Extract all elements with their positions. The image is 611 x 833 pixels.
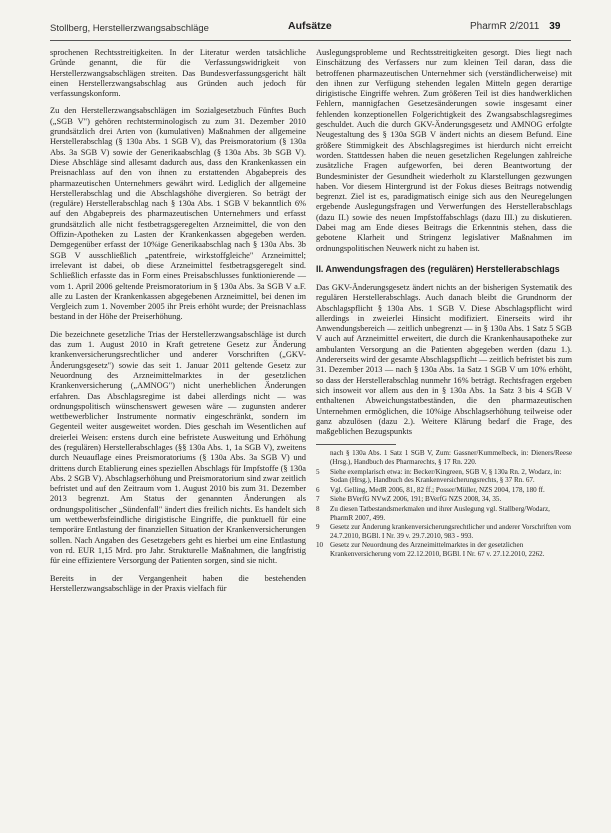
section-heading (316, 264, 572, 275)
journal-name: PharmR 2/2011 (470, 21, 540, 32)
section-title: Anwendungsfragen des (regulären) Herstellerabschlags (325, 263, 560, 274)
paragraph: Das GKV-Änderungsgesetz ändert nichts an der bisherigen Systematik des regulären Herstellerabschlags. Auch danach bleibt die Grundnorm der Abschlagspflicht § 130a Abs. 1 SGB V. Diese Abschlagspflicht wird allerdings in zweierlei Hinsicht modifiziert. Einerseits wird ihr Anwendungsbereich — zeitlich unbegrenzt — in § 130a Abs. 1 Satz 5 SGB V auch auf Arzneimittel erweitert, die durch die Krankenhausapotheke zur ambulanten Versorgung an die Patienten abgegeben werden (dazu 1.). Andererseits wird der gesamte Abschlagspflicht — zeitlich befristet bis zum 31. Dezember 2013 — nach § 130a Abs. 1a Satz 1 SGB V um 10% erhöht, so dass der Herstellerabschlag nunmehr 16% beträgt. Rechtsfragen ergeben sich insoweit vor allem aus den in § 130a Abs. 1a Satz 3 bis 4 SGB V enthaltenen Abweichungstatbeständen, die den pharmazeutischen Unternehmen ermöglichen, die 10%ige Abschlagserhöhung teilweise oder ganz abzulösen (dazu 2.). Weitere Klärung bedarf die Frage, des maßgeblichen Bezugspunkts (316, 282, 572, 437)
left-column (50, 48, 306, 601)
footnote: 8 Zu diesen Tatbestandsmerkmalen und ihrer Auslegung vgl. Stallberg/Wodarz, PharmR 2007, 499. (316, 504, 550, 522)
paragraph: Bereits in der Vergangenheit haben die bestehenden Herstellerzwangsabschläge in der Praxis vielfach für (50, 573, 306, 593)
page-header (0, 0, 611, 44)
running-head-right (470, 21, 560, 32)
footnote: 10 Gesetz zur Neuordnung des Arzneimittelmarktes in der gesetzlichen Krankenversicherung vom 22.12.2010, BGBl. I Nr. 67 v. 27.12.2010, 2262. (316, 541, 545, 558)
paragraph: Auslegungsprobleme und Rechtsstreitigkeiten gesorgt. Dies liegt nach Einschätzung des Verfassers nur zum kleinen Teil daran, dass die betroffenen pharmazeutischen Unternehmer sich (verständlicherweise) mit den ihnen zur Verfügung stehenden legalen Mitteln gegen derartige dirigistische Eingriffe wehren. Zum größeren Teil ist dies handwerklichen Fehlern, mannigfachen Gesetzesänderungen sowie insgesamt einer fehlenden konzeptionellen Folgerichtigkeit des Zwangsabschlagsregimes geschuldet. Auch die durch GKV-Änderungsgesetz und AMNOG erfolgte Neugestaltung des § 130a SGB V ändert nichts an diesem Befund. Eine größere Stimmigkeit des Abschlagsregimes ist hierdurch nicht erreicht worden. Stattdessen haben die neuen gesetzlichen Regelungen zahlreiche zusätzliche Fragen aufgeworfen, bei deren Beantwortung der Bundesminister der Gesundheit wiederholt zu Klarstellungen gezwungen haben. Vor diesem Hintergrund ist der Fokus dieses Beitrags notwendig begrenzt. Ziel ist es, paradigmatisch einige sich aus den Neuregelungen ergebende Auslegungsfragen und Verwerfungen des Herstellerabschlags (dazu II.) sowie des neuen Impfstoffabschlags (dazu III.) zu diskutieren. Dabei mag am Ende dieses Beitrags die Erkenntnis stehen, dass die gebotene Klarheit und Stringenz legislativer Maßnahmen im ordnungspolitischen Neuwerk nicht zu haben ist. (316, 48, 572, 253)
header-rule (50, 40, 571, 41)
paragraph: Zu den Herstellerzwangsabschlägen im Sozialgesetzbuch Fünftes Buch („SGB V") gehören rechtsterminologisch zu zum 31. Dezember 2010 grundsätzlich drei Arten von (kumulativen) Maßnahmen der allgemeine Herstellerabschlag (§ 130a Abs. 1 SGB V), das Preismoratorium (§ 130a Abs. 3a SGB V) sowie der Generikaabschlag (§ 130a Abs. 3b SGB V). Diese Abschläge sind allesamt dadurch aus, dass den Krankenkassen ein Preisnachlass auf den von ihnen zu erstattenden Abgabepreis des pharmazeutischen Unternehmers gewährt wird. Lediglich der allgemeine Herstellerabschlag und die Abschlagshöhe divergieren. So beträgt der (reguläre) Herstellerabschlag nach § 130a Abs. 1 SGB V bekanntlich 6% auf den Abgabepreis des pharmazeutischen Unternehmers und erfasst grundsätzlich alle nicht festbetragsgeregelten Arzneimittel, die von den Offizin-Apotheken zu Lasten der Krankenkassen abgegeben werden. Demgegenüber erfasst der 10%ige Generikaabschlag nach § 130a Abs. 3b SGB V ausschließlich „patentfreie, wirkstoffgleiche" Arzneimittel; irrelevant ist dabei, ob diese Arzneimittel festbetragsgeregelt sind. Schließlich erfasste das in Form eines Preisabschlusses funktionierende — vom 1. April 2006 geltende Preismoratorium in § 130a Abs. 3a SGB V a.F. alle zu Lasten der Krankenkassen abgegebenen Arzneimittel, bei denen im Vergleich zum 1. November 2005 ihr Preis erhöht wurde; der Preisnachlass bestand in der Höhe der Preiserhöhung. (50, 106, 306, 322)
footnote: 9 Gesetz zur Änderung krankenversicherungsrechtlicher und anderer Vorschriften vom 24.7.2010, BGBl. I Nr. 39 v. 29.7.2010, 983 - 993. (316, 523, 572, 540)
section-number: II. (316, 263, 324, 274)
paragraph: sprochenen Rechtsstreitigkeiten. In der Literatur werden tatsächliche Gründe genannt, die für die Verfassungswidrigkeit von Herstellerzwangsabschlägen streiten. Das Bundesverfassungsgericht hält einen Herstellerzwangsabschlag aus Gründen auch jedoch für verfassungskonform. (50, 48, 306, 99)
right-column (316, 48, 572, 560)
footnote-rule (316, 444, 396, 445)
page-number: 39 (549, 21, 561, 32)
footnote: 6 Vgl. Gelling, MedR 2006, 81, 82 ff.; Posser/Müller, NZS 2004, 178, 180 ff. (316, 485, 545, 494)
running-head-left: Stollberg, Herstellerzwangsabschläge (50, 23, 209, 34)
footnote: 7 Siehe BVerfG NVwZ 2006, 191; BVerfG NZS 2008, 34, 35. (316, 495, 502, 504)
footnotes (316, 449, 572, 558)
paragraph: Die bezeichnete gesetzliche Trias der Herstellerzwangsabschläge ist durch das zum 1. August 2010 in Kraft getretene Gesetz zur Änderung krankenversicherungsrechtlicher und anderer Vorschriften („GKV-Änderungsgesetz") sowie das seit 1. Januar 2011 geltende Gesetz zur Neuordnung des Arzneimittelmarktes in der gesetzlichen Krankenversicherung („AMNOG") nicht unerheblichen Änderungen erfahren. Das Abschlagsregime ist dabei allerdings nicht — was ordnungspolitisch wünschenswert gewesen wäre — zugunsten anderer wettbewerblicher Instrumente normativ eingeschränkt, sondern im Gegenteil weiter ausgeweitet worden. Dies geschah im Wesentlichen auf dreierlei Weisen: erstens durch eine befristete Ausweitung und Erhöhung des (regulären) Herstellerabschlages (§§ 130a Abs. 1, 1a SGB V), zweitens durch Neuauflage eines Preismoratoriums (§ 130a Abs. 3a SGB V) und drittens durch Etablierung eines speziellen Abschlags für Impfstoffe (§ 130a Abs. 2 SGB V). Abschlagserhöhung und Preismoratorium sind zwar zeitlich befristet und auf den Zeitraum vom 1. August 2010 bis zum 31. Dezember 2013 begrenzt. Am Status der genannten Änderungen als ordnungspolitischer „Sündenfall" ändert dies freilich nichts. Es handelt sich um wettbewerbsfeindliche dirigistische Eingriffe, die punktuell für eine temporäre Entlastung der finanziellen Situation der Krankenversicherungen sollen. Nach Angaben des Gesetzgebers geht es hierbei um eine Entlastung von rd. EUR 1,15 Mrd. pro Jahr. Strukturelle Maßnahmen, die langfristig für eine effizientere Versorgung der Patienten sorgen, sind sie nicht. (50, 329, 306, 566)
section-label: Aufsätze (288, 20, 332, 32)
footnote: 5 Siehe exemplarisch etwa: in: Becker/Kingreen, SGB V, § 130a Rn. 2, Wodarz, in: Sodan (Hrsg.), Handbuch des Krankenversicherungsrechts, § 37 Rn. 67. (316, 467, 562, 485)
footnote-continuation: nach § 130a Abs. 1 Satz 1 SGB V, Zum: Gassner/Kummelbeck, in: Dieners/Reese (Hrsg.), Handbuch des Pharmarechts, § 17 Rn. 220. (330, 449, 572, 466)
